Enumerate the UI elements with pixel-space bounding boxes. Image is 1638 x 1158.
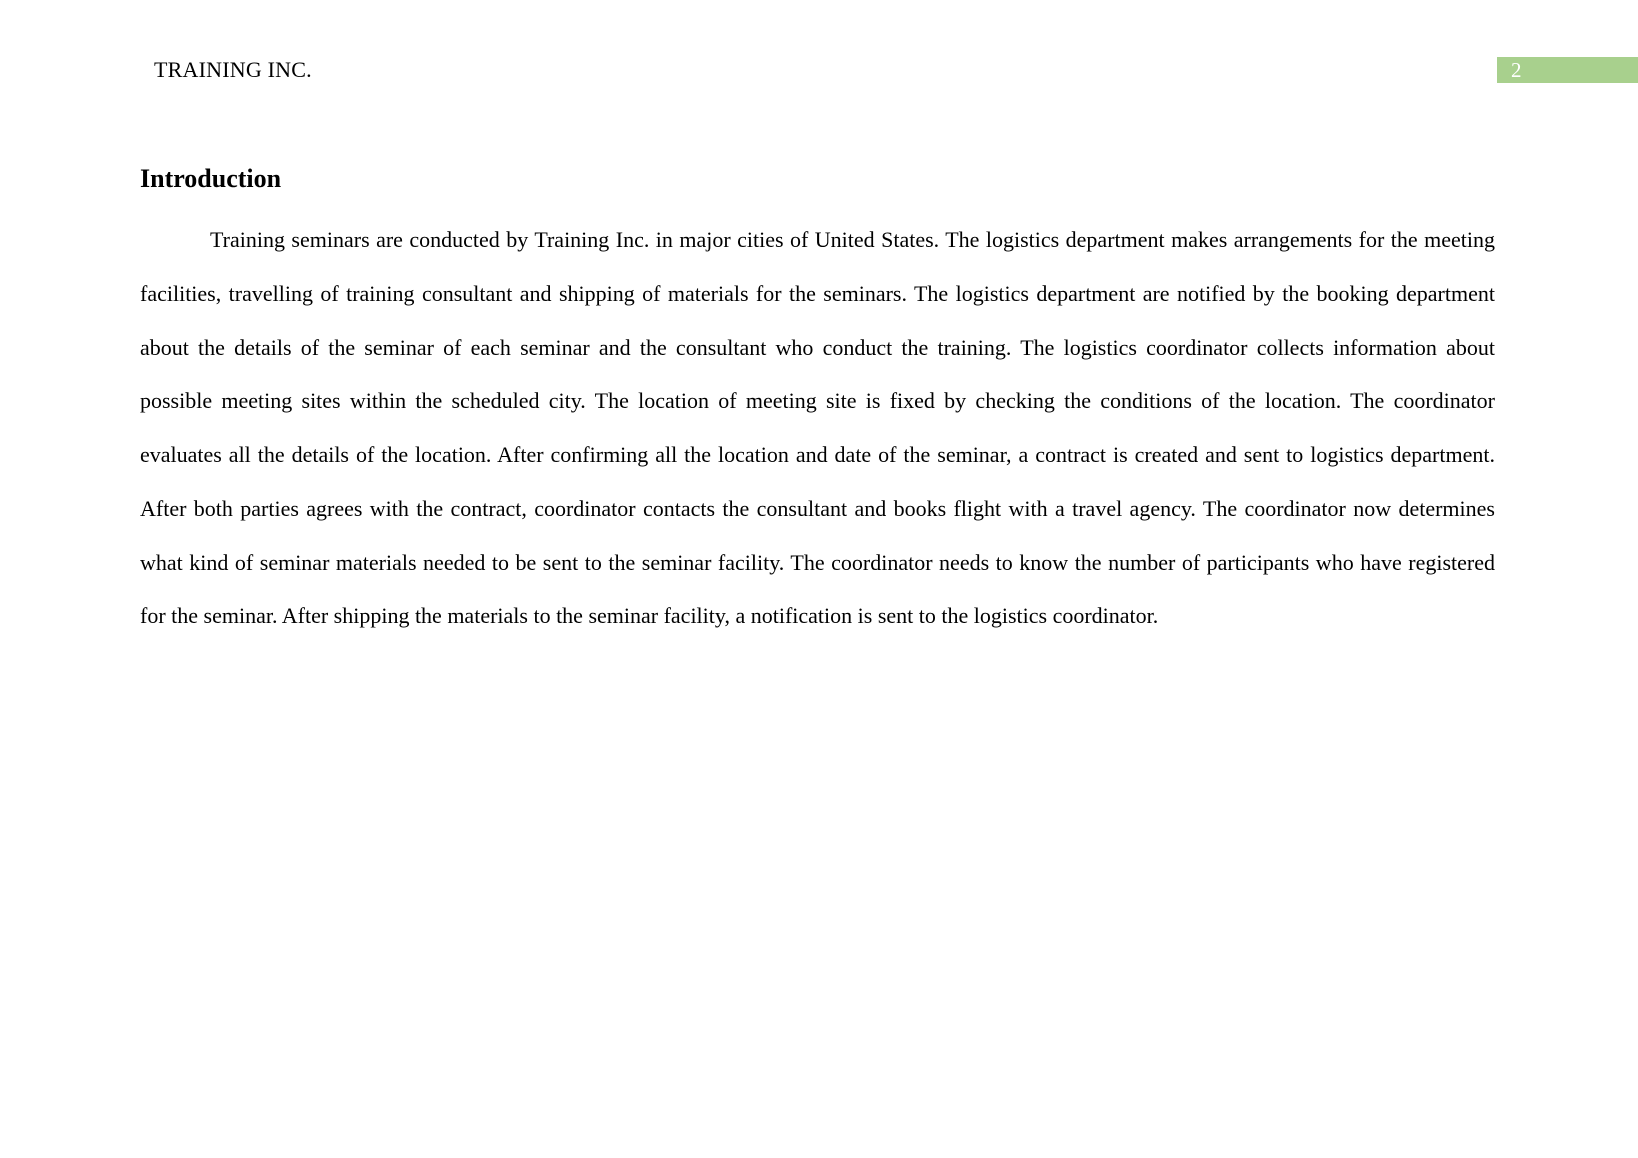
page-number: 2 [1511,58,1522,82]
section-heading: Introduction [140,164,282,193]
page-number-badge [1497,57,1638,83]
running-head: TRAINING INC. [154,57,312,82]
body-paragraph: Training seminars are conducted by Training Inc. in major cities of United States. The logistics department makes arrangements for the meeting facilities, travelling of training consultant and shipping of materials for the seminars. The logistics department are notified by the booking department about the details of the seminar of each seminar and the consultant who conduct the training. The logistics coordinator collects information about possible meeting sites within the scheduled city. The location of meeting site is fixed by checking the conditions of the location. The coordinator evaluates all the details of the location. After confirming all the location and date of the seminar, a contract is created and sent to logistics department. After both parties agrees with the contract, coordinator contacts the consultant and books flight with a travel agency. The coordinator now determines what kind of seminar materials needed to be sent to the seminar facility. The coordinator needs to know the number of participants who have registered for the seminar. After shipping the materials to the seminar facility, a notification is sent to the logistics coordinator. [140,227,1495,629]
